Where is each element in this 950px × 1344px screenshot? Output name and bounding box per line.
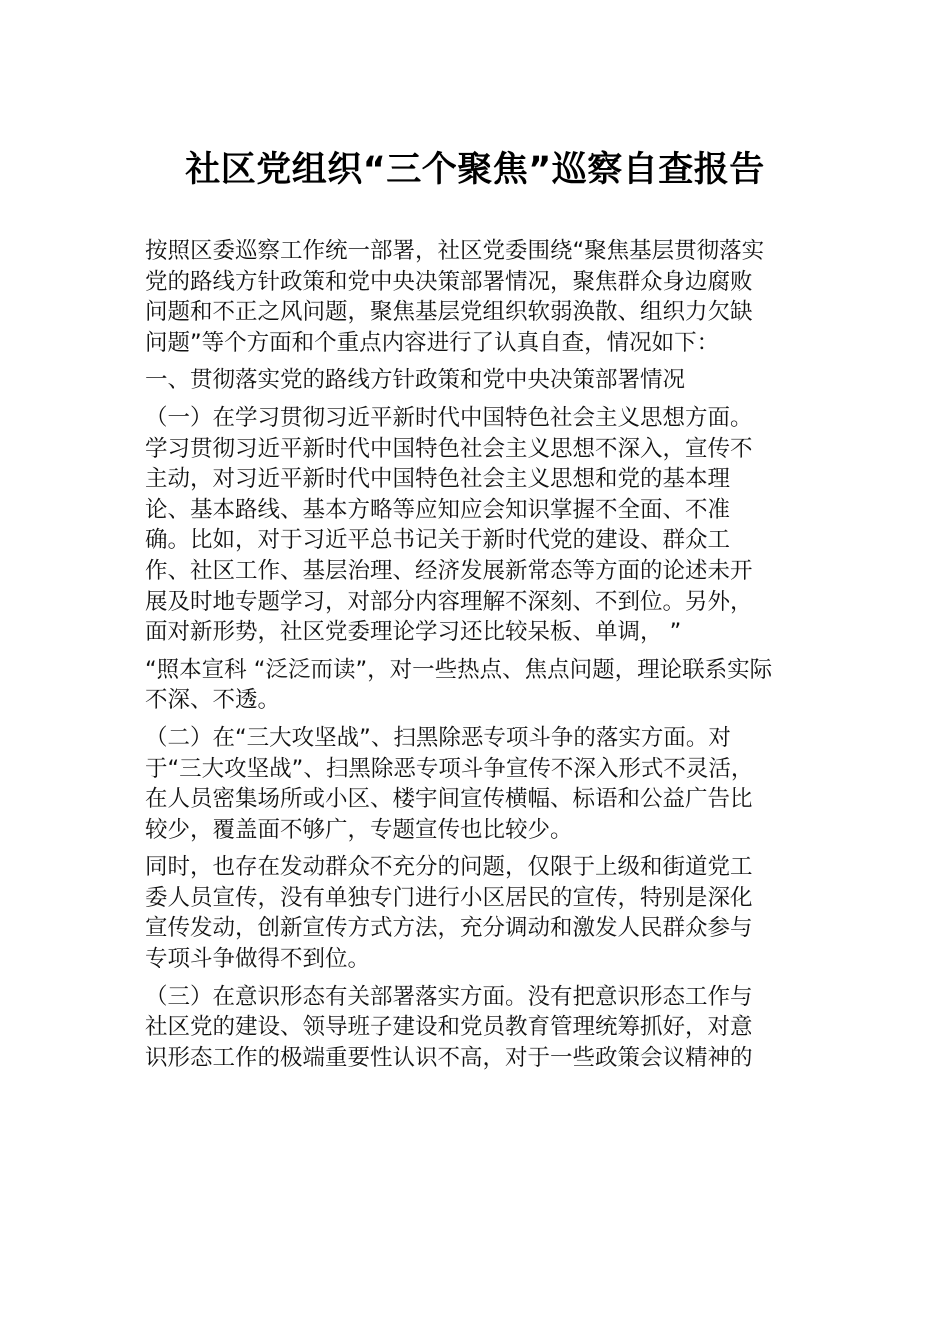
paragraph-subsection-1-cont: “照本宣科 “泛泛而读”，对一些热点、焦点问题，理论联系实际 不深、不透。 [145, 656, 773, 714]
document-title: 社区党组织“三个聚焦”巡察自查报告 [185, 150, 765, 190]
paragraph-subsection-3: （三）在意识形态有关部署落实方面。没有把意识形态工作与 社区党的建设、领导班子建设和党员教育管理统筹抓好，对意 识形态工作的极端重要性认识不高，对于一些政策会议精神的 [145, 983, 753, 1071]
paragraph-intro: 按照区委巡察工作统一部署，社区党委围绕“聚焦基层贯彻落实 党的路线方针政策和党中央决策部署情况，聚焦群众身边腐败 问题和不正之风问题，聚焦基层党组织软弱涣散、组织力欠缺 问题”等个方面和个重点内容进行了认真自查，情况如下： [145, 238, 765, 356]
paragraph-subsection-1: （一）在学习贯彻习近平新时代中国特色社会主义思想方面。 学习贯彻习近平新时代中国特色社会主义思想不深入，宣传不 主动，对习近平新时代中国特色社会主义思想和党的基本理 论、基本路线、基本方略等应知应会知识掌握不全面、不准 确。比如，对于习近平总书记关于新时代党的建设、群众工 作、社区工作、基层治理、经济发展新常态等方面的论述未开 展及时地专题学习，对部分内容理解不深刻、不到位。另外， 面对新形势，社区党委理论学习还比较呆板、单调， ” [145, 404, 753, 646]
paragraph-subsection-2: （二）在“三大攻坚战”、扫黑除恶专项斗争的落实方面。对 于“三大攻坚战”、扫黑除恶专项斗争宣传不深入形式不灵活， 在人员密集场所或小区、楼宇间宣传横幅、标语和公益广告比 较少，覆盖面不够广，专题宣传也比较少。 [145, 724, 754, 843]
paragraph-subsection-2-cont: 同时，也存在发动群众不充分的问题，仅限于上级和街道党工 委人员宣传，没有单独专门进行小区居民的宣传，特别是深化 宣传发动，创新宣传方式方法，充分调动和激发人民群众参与 专项斗争做得不到位。 [145, 854, 753, 973]
section-heading-1: 一、贯彻落实党的路线方针政策和党中央决策部署情况 [145, 367, 686, 394]
document-body [145, 236, 817, 1080]
